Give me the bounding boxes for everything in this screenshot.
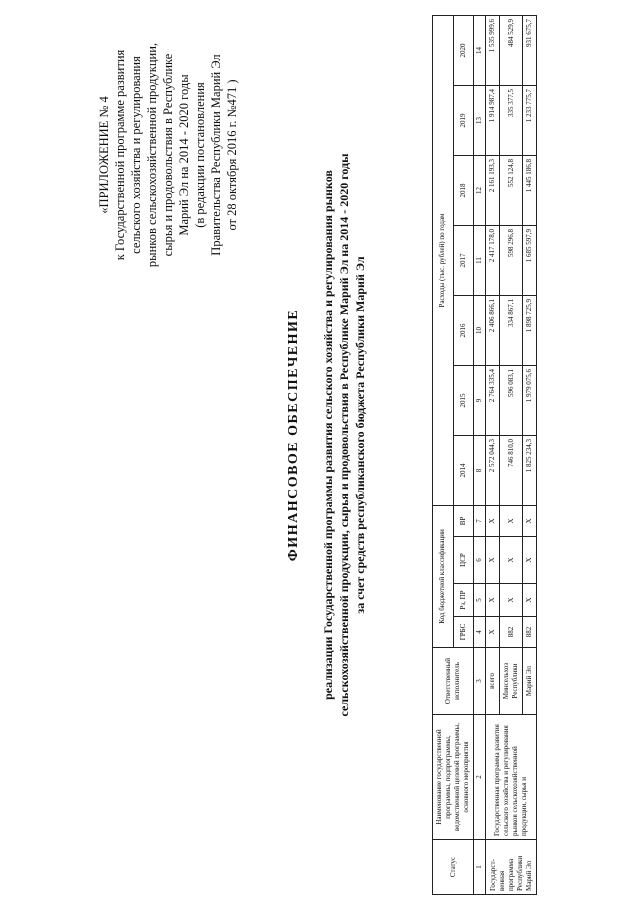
appendix-line: Правительства Республики Марий Эл — [209, 54, 223, 256]
document-subtitle-line: сельскохозяйственной продукции, сырья и продовольствия в Республике Марий Эл на 2014 - 2020 годы — [337, 153, 351, 717]
header-year: 2016 — [453, 296, 474, 366]
executor-cell: всего — [486, 648, 500, 715]
executor-cell: Марий Эл — [523, 648, 537, 715]
header-rzpr: Рз, ПР — [453, 584, 474, 617]
rzpr-cell: Х — [523, 584, 537, 617]
value-cell: 552 124,8 — [500, 156, 523, 226]
header-csr: ЦСР — [453, 537, 474, 584]
value-cell: 1 535 999,6 — [486, 16, 500, 86]
value-cell: 335 377,5 — [500, 86, 523, 156]
csr-cell: Х — [523, 537, 537, 584]
column-number: 14 — [474, 16, 486, 86]
column-number: 1 — [474, 840, 486, 895]
value-cell: 1 685 597,9 — [523, 226, 537, 296]
column-number: 9 — [474, 366, 486, 436]
column-number: 7 — [474, 506, 486, 537]
value-cell: 2 417 178,0 — [486, 226, 500, 296]
value-cell: 2 764 335,4 — [486, 366, 500, 436]
appendix-line: «ПРИЛОЖЕНИЕ № 4 — [97, 96, 111, 214]
value-cell: 2 572 044,3 — [486, 436, 500, 506]
column-number: 13 — [474, 86, 486, 156]
table-row — [486, 16, 500, 895]
header-year: 2014 — [453, 436, 474, 506]
column-number: 6 — [474, 537, 486, 584]
appendix-line: сельского хозяйства и регулирования — [129, 56, 143, 254]
header-name: Наименование государственной программы, подпрограммы, ведомственной целевой программы, основного мероприятия — [433, 715, 474, 840]
value-cell: 1 979 075,6 — [523, 366, 537, 436]
vr-cell: Х — [523, 506, 537, 537]
column-number: 5 — [474, 584, 486, 617]
value-cell: 1 233 775,7 — [523, 86, 537, 156]
column-number: 10 — [474, 296, 486, 366]
column-number: 8 — [474, 436, 486, 506]
status-cell: Государст-венная программа Республики Марий Эл — [486, 840, 537, 895]
header-budget-code: Код бюджетной классификации — [433, 506, 454, 648]
vr-cell: Х — [500, 506, 523, 537]
executor-cell: Минсельхоз Республики — [500, 648, 523, 715]
header-year: 2015 — [453, 366, 474, 436]
value-cell: 2 161 193,3 — [486, 156, 500, 226]
appendix-header — [96, 15, 240, 295]
value-cell: 1 898 725,9 — [523, 296, 537, 366]
value-cell: 1 445 186,8 — [523, 156, 537, 226]
column-number: 12 — [474, 156, 486, 226]
value-cell: 596 083,1 — [500, 366, 523, 436]
appendix-line: сырья и продовольствия в Республике — [161, 53, 175, 257]
rzpr-cell: Х — [486, 584, 500, 617]
header-vr: ВР — [453, 506, 474, 537]
rzpr-cell: Х — [500, 584, 523, 617]
header-year: 2017 — [453, 226, 474, 296]
header-executor: Ответственный исполнитель — [433, 648, 474, 715]
header-status: Статус — [433, 840, 474, 895]
grbs-cell: 882 — [500, 617, 523, 648]
document-title: ФИНАНСОВОЕ ОБЕСПЕЧЕНИЕ — [286, 308, 301, 562]
header-year: 2018 — [453, 156, 474, 226]
header-year: 2020 — [453, 16, 474, 86]
column-number: 11 — [474, 226, 486, 296]
value-cell: 1 914 987,4 — [486, 86, 500, 156]
csr-cell: Х — [486, 537, 500, 584]
column-number: 2 — [474, 715, 486, 840]
csr-cell: Х — [500, 537, 523, 584]
appendix-line: Марий Эл на 2014 - 2020 годы — [177, 74, 191, 236]
column-number: 3 — [474, 648, 486, 715]
value-cell: 334 867,1 — [500, 296, 523, 366]
document-subtitle-line: за счет средств республиканского бюджета Республики Марий Эл — [353, 256, 367, 614]
vr-cell: Х — [486, 506, 500, 537]
appendix-line: рынков сельскохозяйственной продукции, — [145, 42, 159, 268]
value-cell: 484 529,9 — [500, 16, 523, 86]
header-expenses: Расходы (тыс. рублей) по годам — [433, 16, 454, 506]
appendix-line: (в редакции постановления — [193, 82, 207, 228]
value-cell: 1 825 234,3 — [523, 436, 537, 506]
grbs-cell: Х — [486, 617, 500, 648]
header-year: 2019 — [453, 86, 474, 156]
value-cell: 746 810,0 — [500, 436, 523, 506]
column-number: 4 — [474, 617, 486, 648]
document-title-block — [286, 85, 368, 785]
appendix-line: от 28 октября 2016 г. №471 ) — [225, 79, 239, 231]
grbs-cell: 882 — [523, 617, 537, 648]
value-cell: 598 296,8 — [500, 226, 523, 296]
program-name-cell: Государственная программа развития сельского хозяйства и регулирования рынков сельскохозяйственной продукции, сырья и — [486, 715, 537, 840]
value-cell: 2 406 866,1 — [486, 296, 500, 366]
header-grbs: ГРБС — [453, 617, 474, 648]
financing-table — [432, 15, 537, 895]
appendix-line: к Государственной программе развития — [113, 49, 127, 261]
value-cell: 931 675,7 — [523, 16, 537, 86]
document-subtitle-line: реализации Государственной программы развития сельского хозяйства и регулирования рынков — [321, 170, 335, 700]
